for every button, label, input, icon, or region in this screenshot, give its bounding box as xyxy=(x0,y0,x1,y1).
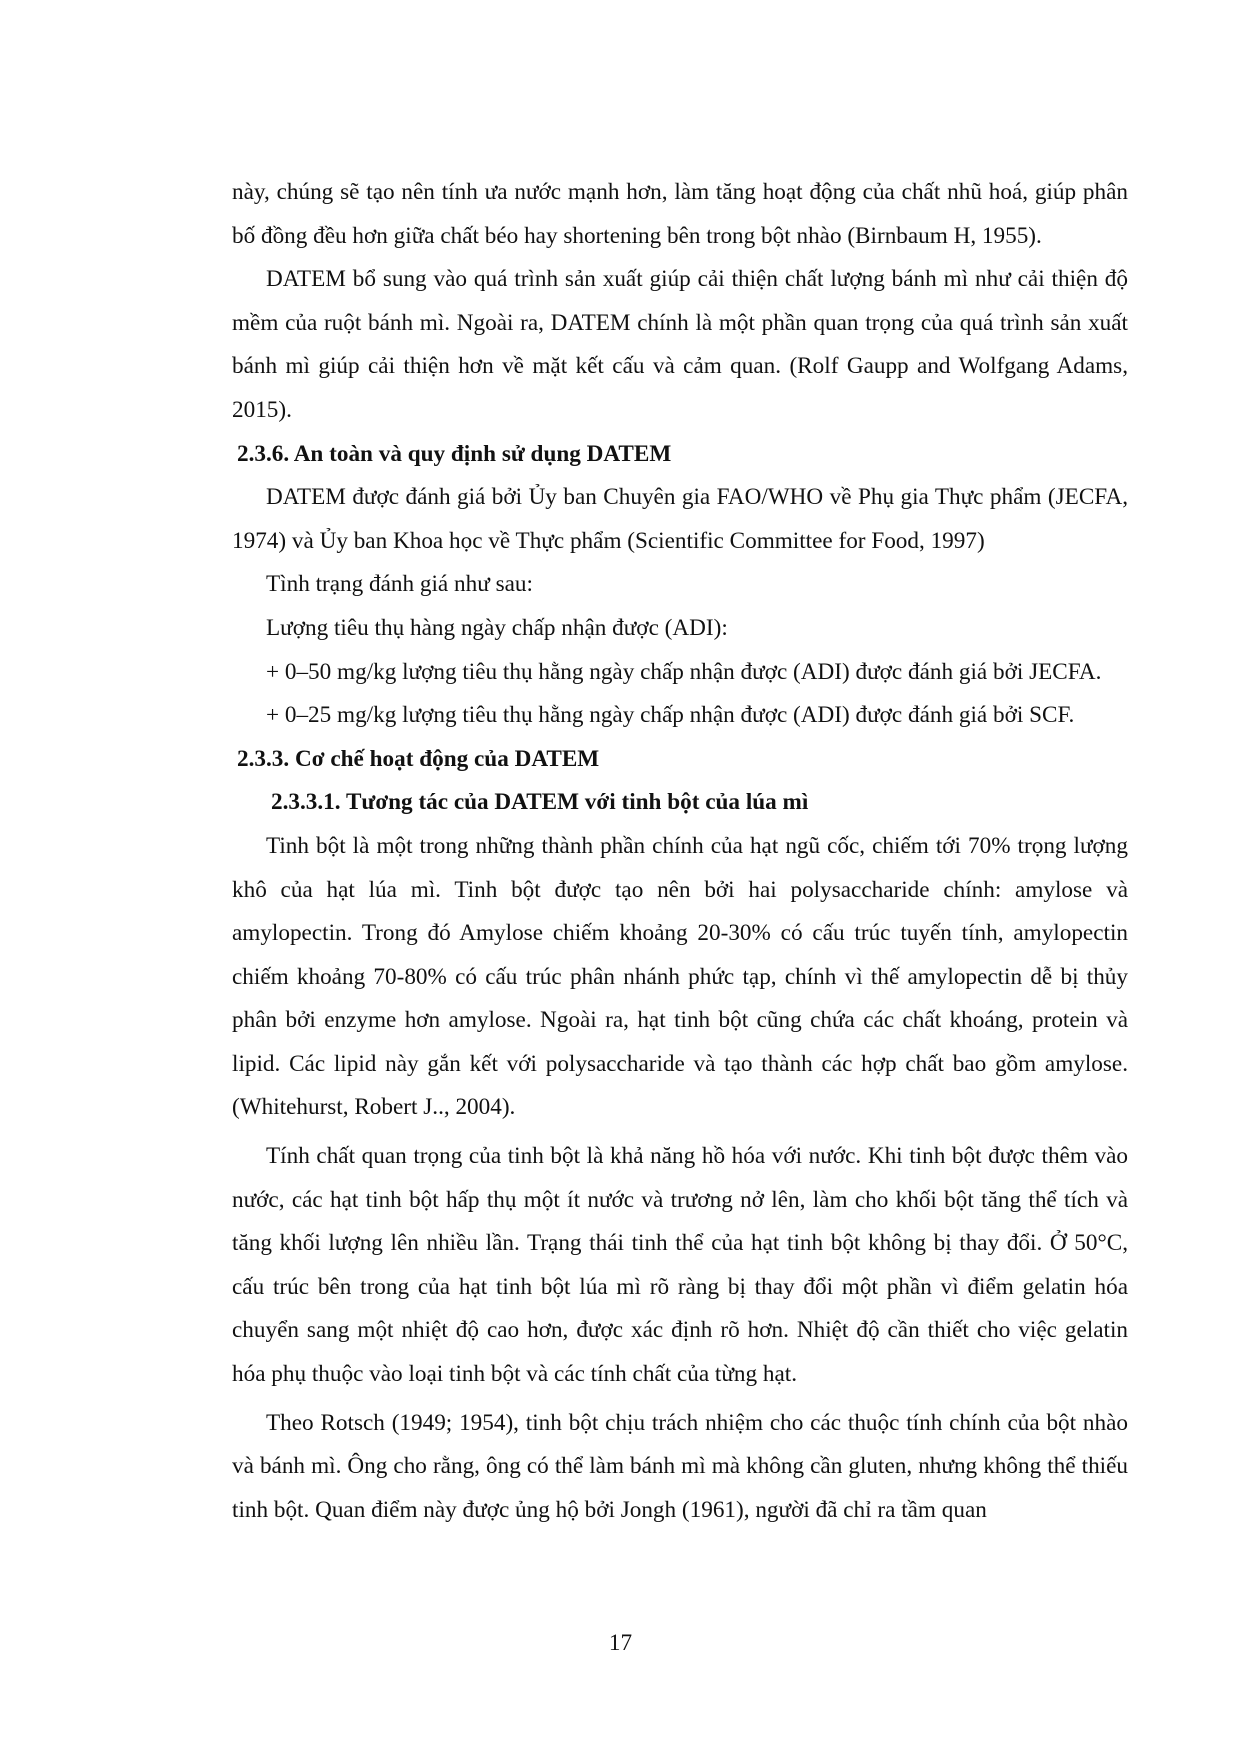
paragraph-adi-intro: Lượng tiêu thụ hàng ngày chấp nhận được (ADI): xyxy=(266,614,728,641)
page-number: 17 xyxy=(608,1630,633,1656)
paragraph-rotsch-theory: Theo Rotsch (1949; 1954), tinh bột chịu trách nhiệm cho các thuộc tính chính của bột nhào và bánh mì. Ông cho rằng, ông có thể làm bánh mì mà không cần gluten, nhưng không thể thiếu tinh bột. Quan điểm này được ủng hộ bởi Jongh (1961), người đã chỉ ra tầm quan xyxy=(232,1409,1128,1523)
heading-2-3-3-1: 2.3.3.1. Tương tác của DATEM với tinh bột của lúa mì xyxy=(271,789,809,816)
paragraph-emulsifier-continuation: này, chúng sẽ tạo nên tính ưa nước mạnh hơn, làm tăng hoạt động của chất nhũ hoá, giúp phân bố đồng đều hơn giữa chất béo hay shortening bên trong bột nhào (Birnbaum H, 1955). xyxy=(232,179,1128,249)
paragraph-adi-jecfa: + 0–50 mg/kg lượng tiêu thụ hằng ngày chấp nhận được (ADI) được đánh giá bởi JECFA. xyxy=(266,658,1102,685)
paragraph-starch-gelatinization: Tính chất quan trọng của tinh bột là khả năng hồ hóa với nước. Khi tinh bột được thêm vào nước, các hạt tinh bột hấp thụ một ít nước và trương nở lên, làm cho khối bột tăng thể tích và tăng khối lượng lên nhiều lần. Trạng thái tinh thể của hạt tinh bột không bị thay đổi. Ở 50°C, cấu trúc bên trong của hạt tinh bột lúa mì rõ ràng bị thay đổi một phần vì điểm gelatin hóa chuyển sang một nhiệt độ cao hơn, được xác định rõ hơn. Nhiệt độ cần thiết cho việc gelatin hóa phụ thuộc vào loại tinh bột và các tính chất của từng hạt. xyxy=(232,1143,1128,1388)
paragraph-adi-scf: + 0–25 mg/kg lượng tiêu thụ hằng ngày chấp nhận được (ADI) được đánh giá bởi SCF. xyxy=(266,702,1075,729)
heading-2-3-6: 2.3.6. An toàn và quy định sử dụng DATEM xyxy=(237,440,672,467)
paragraph-evaluation-status: Tình trạng đánh giá như sau: xyxy=(266,571,533,598)
paragraph-datem-bread-quality: DATEM bổ sung vào quá trình sản xuất giúp cải thiện chất lượng bánh mì như cải thiện độ mềm của ruột bánh mì. Ngoài ra, DATEM chính là một phần quan trọng của quá trình sản xuất bánh mì giúp cải thiện hơn về mặt kết cấu và cảm quan. (Rolf Gaupp and Wolfgang Adams, 2015). xyxy=(232,266,1128,423)
document-page xyxy=(232,171,1128,1532)
paragraph-starch-composition: Tinh bột là một trong những thành phần chính của hạt ngũ cốc, chiếm tới 70% trọng lượng khô của hạt lúa mì. Tinh bột được tạo nên bởi hai polysaccharide chính: amylose và amylopectin. Trong đó Amylose chiếm khoảng 20-30% có cấu trúc tuyến tính, amylopectin chiếm khoảng 70-80% có cấu trúc phân nhánh phức tạp, chính vì thế amylopectin dễ bị thủy phân bởi enzyme hơn amylose. Ngoài ra, hạt tinh bột cũng chứa các chất khoáng, protein và lipid. Các lipid này gắn kết với polysaccharide và tạo thành các hợp chất bao gồm amylose. (Whitehurst, Robert J.., 2004). xyxy=(232,832,1128,1121)
paragraph-datem-evaluation: DATEM được đánh giá bởi Ủy ban Chuyên gia FAO/WHO về Phụ gia Thực phẩm (JECFA, 1974) và Ủy ban Khoa học về Thực phẩm (Scientific Committee for Food, 1997) xyxy=(232,484,1128,554)
heading-2-3-3: 2.3.3. Cơ chế hoạt động của DATEM xyxy=(237,745,600,772)
